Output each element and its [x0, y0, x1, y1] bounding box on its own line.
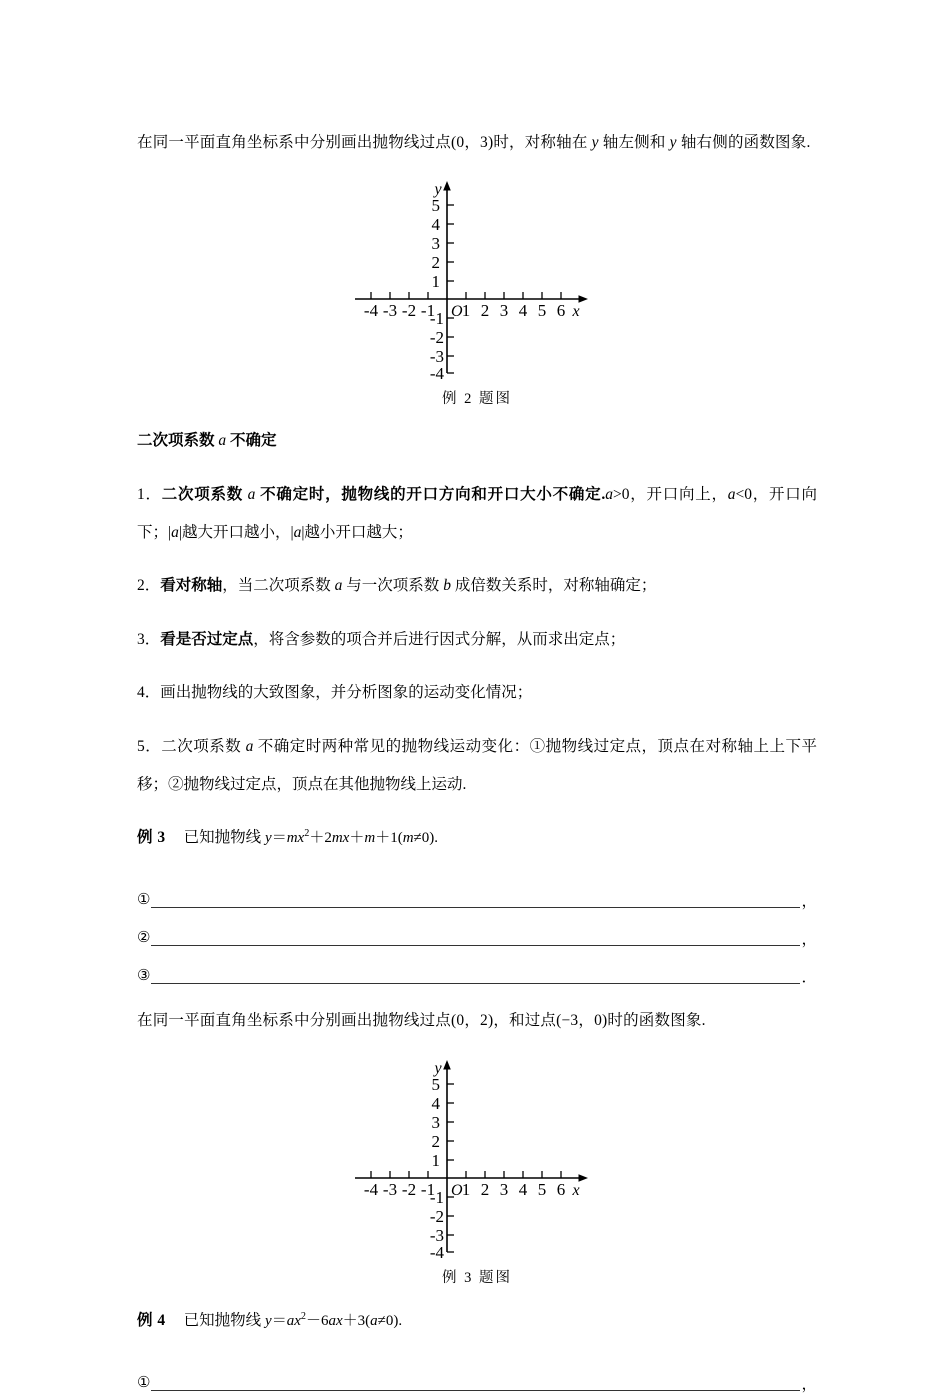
answer-end-punct-3: ． [801, 969, 817, 986]
ex3-f-plus3: ＋1( [375, 830, 403, 846]
x-label-2-1: 2 [480, 301, 490, 320]
list-item-1-plain-4: |越小开口越大； [301, 523, 413, 541]
list-item-1-bold-b: 不确定时，抛物线的开口方向和开口大小不确定. [260, 485, 606, 503]
y-label-1-2: 1 [431, 1150, 440, 1170]
x-label-neg-2-1: -2 [401, 301, 417, 320]
origin-label-2: O [451, 1181, 463, 1199]
list-item-5 [137, 728, 817, 804]
answer-blank-row-3[interactable] [137, 949, 817, 987]
list-item-1-var-a2: a [605, 485, 613, 503]
answer-input-line-4[interactable] [151, 1368, 800, 1391]
list-item-2 [137, 567, 817, 605]
section-heading-post: 不确定 [230, 432, 277, 449]
ex3-f-eq: ＝ [271, 830, 287, 846]
y-axis-arrow-2 [443, 1060, 451, 1070]
y-label-3-2: 3 [431, 1112, 440, 1132]
ex4-f-sup: 2 [300, 1311, 306, 1322]
ex3-f-mx2: mx [331, 830, 350, 846]
list-item-4 [137, 674, 817, 712]
intro-p1-seg-a: 在同一平面直角坐标系中分别画出抛物线过点(0，3)时，对称轴在 [137, 133, 588, 151]
figure-1-caption: 例 2 题图 [442, 391, 512, 407]
x-axis-var-1: x [572, 303, 580, 320]
answer-input-line-1[interactable] [151, 885, 800, 908]
answer-marker-2: ② [137, 929, 151, 946]
y-label-5-2: 5 [431, 1074, 440, 1094]
list-item-5-var-a: a [245, 737, 254, 755]
figure-1-canvas-wrap [137, 177, 817, 385]
example-4-formula [265, 1313, 402, 1329]
list-item-4-plain: 画出抛物线的大致图象，并分析图象的运动变化情况； [160, 684, 533, 701]
intro-p1-seg-c: 轴右侧的函数图象. [680, 133, 811, 151]
ex4-f-plus: ＋3( [342, 1313, 371, 1329]
y-label-neg-2-2: -2 [429, 1206, 444, 1226]
y-label-4-1: 4 [431, 215, 440, 234]
x-label-3-2: 3 [499, 1179, 509, 1199]
figure-2-caption: 例 3 题图 [442, 1269, 512, 1286]
y-label-5-1: 5 [431, 196, 440, 215]
list-item-3 [137, 621, 817, 659]
x-label-neg-1-2: -1 [420, 1179, 436, 1199]
y-label-4-2: 4 [431, 1093, 440, 1113]
y-label-2-2: 2 [431, 1131, 440, 1151]
y-label-neg-3-1: -3 [429, 347, 444, 366]
intro-p1-seg-b: 轴左侧和 [602, 133, 666, 151]
list-item-5-plain-1: 二次项系数 [161, 737, 242, 755]
ex3-f-m3: m [364, 830, 376, 846]
x-label-neg-4-2: -4 [363, 1179, 379, 1199]
y-axis-var-1: y [434, 181, 442, 198]
y-label-2-1: 2 [431, 253, 440, 272]
intro-paragraph-2: 在同一平面直角坐标系中分别画出抛物线过点(0，2)，和过点(−3，0)时的函数图象. [137, 1012, 706, 1029]
answer-blank-row-4[interactable] [137, 1356, 817, 1394]
section-heading [137, 422, 817, 460]
ex4-f-eq: ＝ [271, 1313, 287, 1329]
x-label-1-1: 1 [461, 301, 471, 320]
list-item-1-bold-a: 二次项系数 [161, 485, 244, 503]
intro-p1-var-y1: y [591, 133, 599, 151]
list-item-2-plain-1: ，当二次项系数 [222, 577, 331, 594]
y-label-neg-1-2: -1 [429, 1187, 444, 1207]
x-label-6-2: 6 [556, 1179, 566, 1199]
list-item-1-plain-1: >0，开口向上， [612, 485, 728, 503]
y-axis-var-2: y [434, 1059, 442, 1077]
ex3-f-tail: ≠0). [413, 830, 439, 846]
list-item-3-bold: 看是否过定点 [160, 630, 254, 648]
ex3-f-plus1: ＋2 [309, 830, 332, 846]
ex3-f-mx1: mx [286, 830, 305, 846]
section-heading-pre: 二次项系数 [137, 432, 215, 449]
x-label-1-2: 1 [461, 1179, 471, 1199]
ex4-f-minus: －6 [305, 1313, 329, 1329]
answer-blank-row-2[interactable] [137, 911, 817, 949]
origin-label-1: O [451, 303, 463, 320]
list-item-1-var-a1: a [247, 485, 256, 503]
list-item-2-var-b: b [443, 577, 451, 594]
answer-marker-3: ③ [137, 967, 151, 984]
answer-end-punct-4: ， [801, 1376, 817, 1393]
x-label-5-2: 5 [537, 1179, 547, 1199]
y-label-neg-3-2: -3 [429, 1225, 444, 1245]
y-label-neg-1-1: -1 [429, 309, 444, 328]
x-axis-var-2: x [572, 1181, 580, 1199]
example-3-formula [265, 830, 438, 846]
y-axis-arrow-1 [443, 181, 451, 191]
list-item-3-number: 3． [137, 630, 161, 648]
y-label-neg-4-2: -4 [429, 1242, 444, 1262]
x-axis-arrow-2 [579, 1174, 589, 1182]
list-item-2-var-a: a [334, 577, 343, 594]
list-item-5-plain-2: 不确定时两种常见的抛物线运动变化：①抛物线过定点，顶点在对称轴上上下平移；②抛物线过定点，顶点在其他抛物线上运动. [137, 737, 817, 793]
list-item-2-number: 2． [137, 577, 161, 594]
y-label-neg-4-1: -4 [429, 364, 444, 383]
example-4-label: 例 4 [137, 1312, 166, 1329]
ex4-f-tail: ≠0). [377, 1313, 403, 1329]
x-axis-arrow-1 [579, 295, 589, 303]
example-4-header [137, 1302, 817, 1340]
x-label-2-2: 2 [480, 1179, 490, 1199]
x-label-neg-1-1: -1 [420, 301, 436, 320]
answer-input-line-2[interactable] [151, 923, 800, 946]
x-label-3-1: 3 [499, 301, 509, 320]
coordinate-plane-1 [352, 177, 602, 385]
answer-marker-4: ① [137, 1374, 151, 1391]
list-item-1-plain-2: <0，开口向下；| [137, 485, 817, 541]
example-3-label: 例 3 [137, 829, 166, 846]
list-item-2-plain-3: 成倍数关系时，对称轴确定； [454, 577, 657, 594]
x-label-4-1: 4 [518, 301, 528, 320]
figure-example-2 [137, 177, 817, 408]
list-item-2-bold: 看对称轴 [160, 577, 223, 594]
intro-paragraph-1 [137, 124, 817, 162]
coordinate-plane-2 [352, 1056, 602, 1264]
x-label-neg-2-2: -2 [401, 1179, 417, 1199]
y-label-3-1: 3 [431, 234, 440, 253]
ex3-f-sup: 2 [304, 828, 310, 839]
x-label-4-2: 4 [518, 1179, 528, 1199]
list-item-1-var-a5: a [293, 523, 302, 541]
x-label-6-1: 6 [556, 301, 566, 320]
x-label-5-1: 5 [537, 301, 547, 320]
section-heading-var: a [218, 432, 227, 449]
example-3-lead: 已知抛物线 [183, 829, 262, 846]
figure-example-3 [137, 1056, 817, 1287]
list-item-1-var-a3: a [727, 485, 736, 503]
example-3-header [137, 819, 817, 857]
answer-end-punct-2: ， [801, 931, 817, 948]
answer-end-punct-1: ， [801, 893, 817, 910]
ex3-f-m4: m [402, 830, 414, 846]
answer-marker-1: ① [137, 891, 151, 908]
x-label-neg-4-1: -4 [363, 301, 379, 320]
list-item-2-plain-2: 与一次项系数 [346, 577, 440, 594]
list-item-4-number: 4． [137, 684, 161, 701]
answer-input-line-3[interactable] [151, 961, 800, 984]
y-label-neg-2-1: -2 [429, 328, 444, 347]
intro-p1-var-y2: y [669, 133, 677, 151]
ex3-f-y: y [265, 830, 272, 846]
ex3-f-plus2: ＋ [349, 830, 365, 846]
ex4-f-y: y [265, 1313, 272, 1329]
ex4-f-ax1: ax [286, 1313, 301, 1329]
y-label-1-1: 1 [431, 272, 440, 291]
page-content [137, 108, 817, 1394]
ex4-f-ax2: ax [328, 1313, 343, 1329]
list-item-3-plain: ，将含参数的项合并后进行因式分解，从而求出定点； [253, 630, 626, 648]
x-label-neg-3-1: -3 [382, 301, 398, 320]
list-item-1-plain-3: |越大开口越小，| [178, 523, 294, 541]
list-item-1-number: 1． [137, 485, 162, 503]
example-4-lead: 已知抛物线 [183, 1312, 262, 1329]
x-label-neg-3-2: -3 [382, 1179, 398, 1199]
ex4-f-a3: a [370, 1313, 378, 1329]
answer-blank-row-1[interactable] [137, 873, 817, 911]
list-item-5-number: 5． [137, 737, 162, 755]
list-item-1-var-a4: a [171, 523, 179, 541]
list-item-1 [137, 476, 817, 552]
figure-2-canvas-wrap [137, 1056, 817, 1264]
